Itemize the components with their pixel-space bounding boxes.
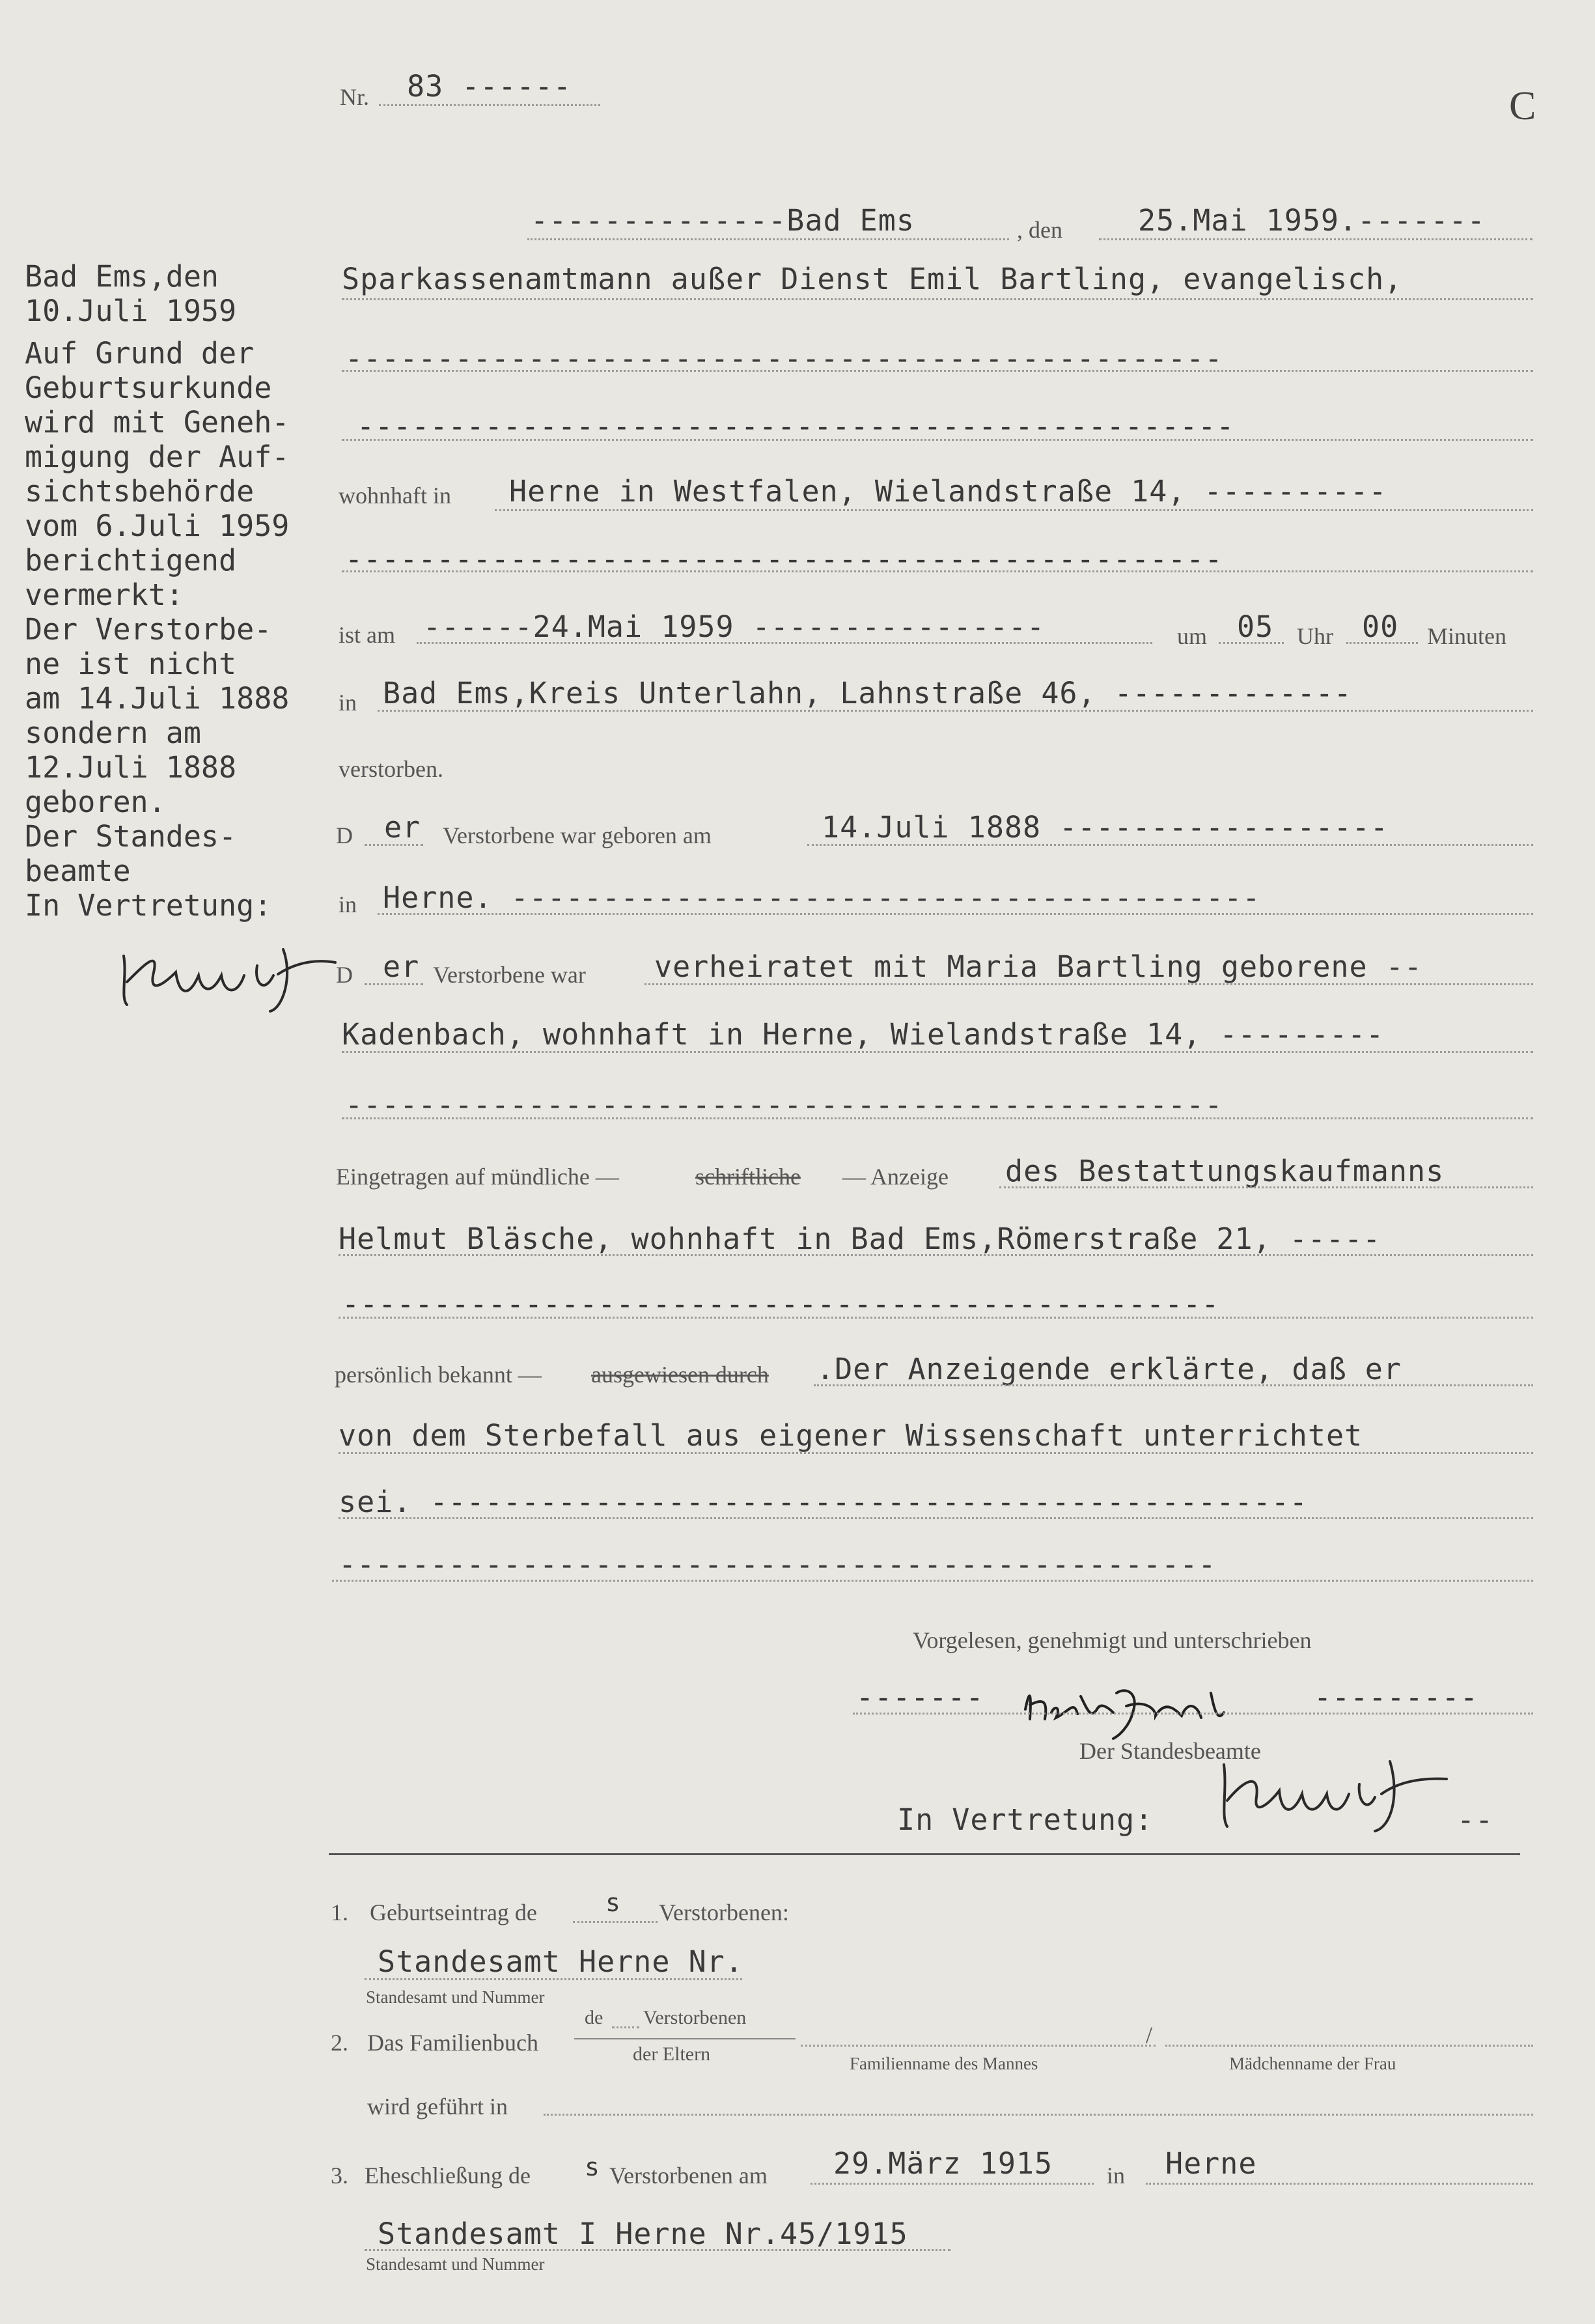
born-in-label: in: [339, 891, 357, 917]
item1-caption: Standesamt und Nummer: [366, 1987, 545, 2007]
margin-line: geboren.: [25, 785, 166, 819]
record-date: 25.Mai 1959.-------: [1138, 203, 1486, 238]
uhr-label: Uhr: [1297, 623, 1333, 649]
rule-death-date: [417, 642, 1152, 644]
wohnhaft-label: wohnhaft in: [339, 483, 451, 509]
margin-line: 10.Juli 1959: [25, 294, 237, 328]
rule-item2-de: [612, 2026, 639, 2028]
item3-num: 3.: [331, 2163, 348, 2189]
item2-num: 2.: [331, 2030, 348, 2056]
sig-dashes-left: -------: [856, 1680, 984, 1715]
rule-item3-value: [365, 2249, 950, 2251]
rule-item1-value: [365, 1978, 742, 1980]
rule-item2-gefuehrt: [544, 2114, 1533, 2116]
margin-line: wird mit Geneh-: [25, 405, 290, 440]
rule-blank-3: [342, 570, 1533, 572]
margin-line: am 14.Juli 1888: [25, 681, 290, 716]
eingetragen-label: Eingetragen auf mündliche —: [336, 1164, 619, 1190]
item2-fraction-bar: [574, 2038, 796, 2039]
death-minutes: 00: [1362, 609, 1399, 644]
bekannt-struck: ausgewiesen durch: [591, 1362, 769, 1388]
registrar-signature-icon: [1204, 1745, 1452, 1836]
blank-line: ------------------------------------------------: [345, 542, 1223, 576]
nr-label: Nr.: [340, 84, 369, 110]
item1-label-2: Verstorbenen:: [659, 1899, 789, 1925]
item1-num: 1.: [331, 1899, 348, 1925]
rule-hour: [1219, 642, 1284, 644]
rule-blank-2: [342, 439, 1533, 441]
margin-line: Der Verstorbe-: [25, 612, 272, 647]
born-prefix: D: [336, 822, 353, 848]
death-hour: 05: [1237, 609, 1274, 644]
married-value-2: Kadenbach, wohnhaft in Herne, Wielandstraße 14, ---------: [342, 1017, 1385, 1052]
rule-item3-date: [811, 2183, 1094, 2185]
item3-label-2: Verstorbenen am: [609, 2163, 768, 2189]
margin-line: sondern am: [25, 716, 201, 750]
rule-statement-3: [339, 1517, 1533, 1519]
corner-letter: C: [1509, 84, 1536, 128]
eingetragen-struck: schriftliche: [695, 1164, 801, 1190]
ist-am-label: ist am: [339, 622, 395, 648]
born-date: 14.Juli 1888 ------------------: [822, 810, 1389, 845]
anzeige-value-2: Helmut Bläsche, wohnhaft in Bad Ems,Römerstraße 21, -----: [339, 1222, 1381, 1256]
margin-line: Bad Ems,den: [25, 259, 219, 294]
rule-married-gender: [365, 983, 423, 985]
married-value: verheiratet mit Maria Bartling geborene --: [654, 949, 1422, 984]
standesbeamte-label: Der Standesbeamte: [1079, 1738, 1261, 1764]
item1-value: Standesamt Herne Nr.: [378, 1944, 743, 1979]
married-gender: er: [383, 949, 420, 984]
rule-item2-mann: [801, 2045, 1156, 2047]
margin-line: migung der Auf-: [25, 440, 290, 474]
statement-1: .Der Anzeigende erklärte, daß er: [816, 1352, 1402, 1386]
rule-item1-gender: [573, 1921, 658, 1923]
margin-line: Der Standes-: [25, 819, 237, 854]
person-line: Sparkassenamtmann außer Dienst Emil Bartling, evangelisch,: [342, 262, 1403, 296]
footer-divider: [329, 1853, 1520, 1855]
vertretung-label: In Vertretung:: [897, 1802, 1154, 1837]
margin-line: vermerkt:: [25, 578, 184, 612]
item3-value: Standesamt I Herne Nr.45/1915: [378, 2217, 908, 2251]
den-label: , den: [1017, 217, 1062, 243]
item2-eltern: der Eltern: [633, 2043, 711, 2065]
rule-death-place: [378, 710, 1533, 712]
item3-in: in: [1107, 2163, 1126, 2189]
statement-3: sei. ------------------------------------------------: [339, 1485, 1308, 1519]
rule-married: [645, 983, 1533, 985]
born-gender: er: [384, 810, 421, 845]
rule-item3-place: [1146, 2183, 1533, 2185]
item2-caption-frau: Mädchenname der Frau: [1229, 2054, 1396, 2073]
anzeige-value: des Bestattungskaufmanns: [1005, 1154, 1445, 1188]
nr-value: 83 ------: [407, 69, 572, 104]
item3-place: Herne: [1165, 2146, 1257, 2181]
rule-blank-6: [332, 1580, 1533, 1582]
married-prefix: D: [336, 962, 353, 988]
rule-born-place: [378, 913, 1533, 915]
wohnhaft-value: Herne in Westfalen, Wielandstraße 14, ----------: [509, 474, 1387, 509]
nr-underline: [379, 104, 600, 106]
item3-date: 29.März 1915: [833, 2146, 1053, 2181]
rule-anzeige-2: [339, 1254, 1533, 1256]
item1-gender: s: [605, 1888, 621, 1917]
vorgelesen-label: Vorgelesen, genehmigt und unterschrieben: [913, 1627, 1312, 1653]
margin-line: Auf Grund der: [25, 336, 255, 371]
rule-statement-2: [339, 1452, 1533, 1454]
date-underline: [1099, 238, 1533, 240]
item3-caption: Standesamt und Nummer: [366, 2254, 545, 2274]
rule-married-2: [342, 1051, 1533, 1053]
margin-correction-note: [25, 259, 337, 923]
item2-de: de: [585, 2007, 603, 2028]
margin-line: ne ist nicht: [25, 647, 237, 681]
item3-gender: s: [585, 2153, 600, 2181]
item2-slash: /: [1146, 2022, 1153, 2048]
item2-label: Das Familienbuch: [367, 2030, 538, 2056]
rule-minutes: [1346, 642, 1418, 644]
blank-line: ------------------------------------------------: [345, 341, 1223, 376]
margin-line: sichtsbehörde: [25, 474, 255, 509]
margin-line: Geburtsurkunde: [25, 371, 272, 405]
minuten-label: Minuten: [1427, 623, 1506, 649]
death-place: Bad Ems,Kreis Unterlahn, Lahnstraße 46, -------------: [383, 676, 1352, 710]
death-date: ------24.Mai 1959 ----------------: [423, 609, 1046, 644]
item1-label: Geburtseintrag de: [370, 1899, 537, 1925]
born-label: Verstorbene war geboren am: [443, 822, 712, 848]
item3-label: Eheschließung de: [365, 2163, 531, 2189]
rule-blank-1: [342, 370, 1533, 372]
rule-statement-1: [814, 1384, 1533, 1386]
blank-line: ------------------------------------------------: [345, 1087, 1223, 1122]
margin-line: vom 6.Juli 1959: [25, 509, 290, 543]
sig-dashes-right: ---------: [1314, 1680, 1478, 1715]
item2-caption-mann: Familienname des Mannes: [850, 2054, 1038, 2073]
place-value: --------------Bad Ems: [531, 203, 915, 238]
married-label: Verstorbene war: [433, 962, 586, 988]
bekannt-label: persönlich bekannt —: [335, 1362, 542, 1388]
margin-line: beamte: [25, 854, 131, 888]
rule-born-gender: [365, 844, 423, 846]
informant-signature-icon: [1016, 1673, 1263, 1745]
blank-line: ------------------------------------------------: [342, 1287, 1220, 1321]
margin-signature-icon: [107, 936, 342, 1015]
eingetragen-label-2: — Anzeige: [842, 1164, 949, 1190]
rule-signature: [853, 1713, 1533, 1715]
blank-line: ------------------------------------------------: [357, 409, 1235, 443]
vertretung-dashes: --: [1457, 1802, 1494, 1837]
rule-person: [342, 298, 1533, 300]
rule-item2-frau: [1165, 2045, 1533, 2047]
rule-blank-4: [342, 1117, 1533, 1119]
margin-line: berichtigend: [25, 543, 237, 578]
margin-line: 12.Juli 1888: [25, 750, 237, 785]
blank-line: ------------------------------------------------: [339, 1547, 1217, 1582]
rule-anzeige: [999, 1186, 1533, 1188]
in-label: in: [339, 690, 357, 716]
verstorben-label: verstorben.: [339, 756, 443, 782]
born-place: Herne. -----------------------------------------: [383, 880, 1261, 915]
rule-born-date: [807, 844, 1533, 846]
place-underline: [527, 238, 1009, 240]
item2-gefuehrt: wird geführt in: [367, 2093, 508, 2120]
item2-verstorbenen: Verstorbenen: [643, 2007, 747, 2028]
rule-blank-5: [339, 1317, 1533, 1319]
um-label: um: [1177, 623, 1208, 649]
margin-line: In Vertretung:: [25, 888, 272, 923]
statement-2: von dem Sterbefall aus eigener Wissenschaft unterrichtet: [339, 1418, 1363, 1453]
rule-wohnhaft: [495, 509, 1533, 511]
